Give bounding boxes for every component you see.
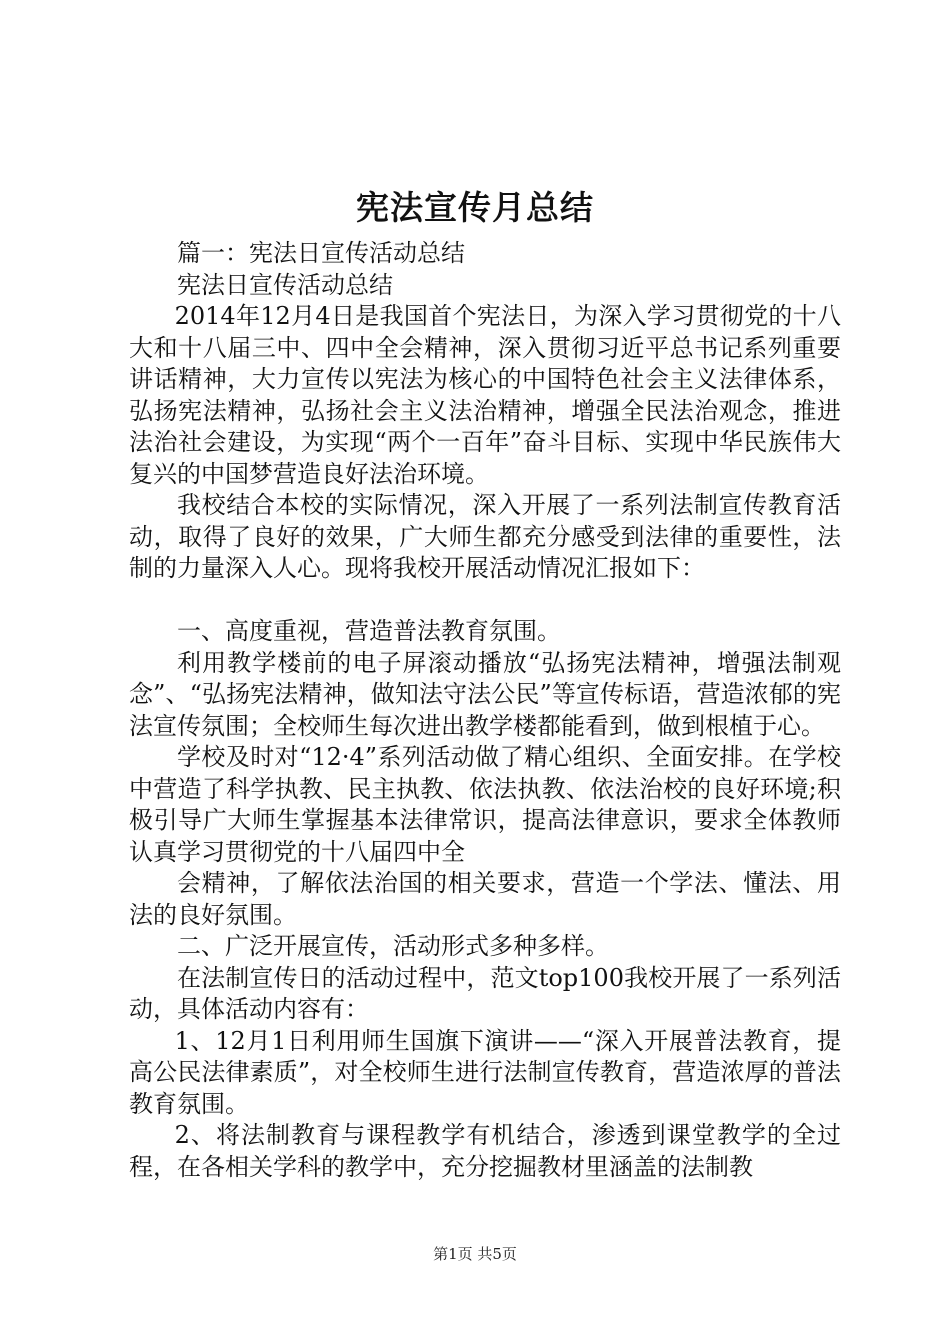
paragraph: 1、12月1日利用师生国旗下演讲——“深入开展普法教育，提高公民法律素质”，对全校师生进行法制宣传教育，营造浓厚的普法教育氛围。 — [129, 1026, 841, 1118]
page-footer: 第1页 共5页 — [433, 1245, 517, 1263]
paragraph: 2014年12月4日是我国首个宪法日，为深入学习贯彻党的十八大和十八届三中、四中全会精神，深入贯彻习近平总书记系列重要讲话精神，大力宣传以宪法为核心的中国特色社会主义法律体系，弘扬宪法精神，弘扬社会主义法治精神，增强全民法治观念，推进法治社会建设，为实现“两个一百年”奋斗目标、实现中华民族伟大复兴的中国梦营造良好法治环境。 — [129, 302, 841, 488]
subtitle: 宪法日宣传活动总结 — [177, 270, 393, 299]
document-body — [129, 238, 841, 1183]
section-heading: 二、广泛开展宣传，活动形式多种多样。 — [177, 932, 609, 960]
paragraph: 学校及时对“12·4”系列活动做了精心组织、全面安排。在学校中营造了科学执教、民主执教、依法执教、依法治校的良好环境;积极引导广大师生掌握基本法律常识，提高法律意识，要求全体教师认真学习贯彻党的十八届四中全 — [129, 743, 841, 866]
section-heading: 一、高度重视，营造普法教育氛围。 — [177, 617, 561, 645]
paragraph: 在法制宣传日的活动过程中，范文top100我校开展了一系列活动，具体活动内容有： — [129, 963, 841, 1023]
document-title: 宪法宣传月总结 — [356, 188, 594, 227]
paragraph: 我校结合本校的实际情况，深入开展了一系列法制宣传教育活动，取得了良好的效果，广大师生都充分感受到法律的重要性，法制的力量深入人心。现将我校开展活动情况汇报如下： — [129, 491, 841, 582]
paragraph-gap — [129, 585, 841, 617]
paragraph: 利用教学楼前的电子屏滚动播放“弘扬宪法精神，增强法制观念”、“弘扬宪法精神，做知法守法公民”等宣传标语，营造浓郁的宪法宣传氛围；全校师生每次进出教学楼都能看到，做到根植于心。 — [129, 648, 841, 740]
section-heading: 篇一：宪法日宣传活动总结 — [177, 239, 465, 267]
paragraph: 2、将法制教育与课程教学有机结合，渗透到课堂教学的全过程，在各相关学科的教学中，充分挖掘教材里涵盖的法制教 — [129, 1121, 841, 1181]
paragraph: 会精神，了解依法治国的相关要求，营造一个学法、懂法、用法的良好氛围。 — [129, 869, 841, 929]
